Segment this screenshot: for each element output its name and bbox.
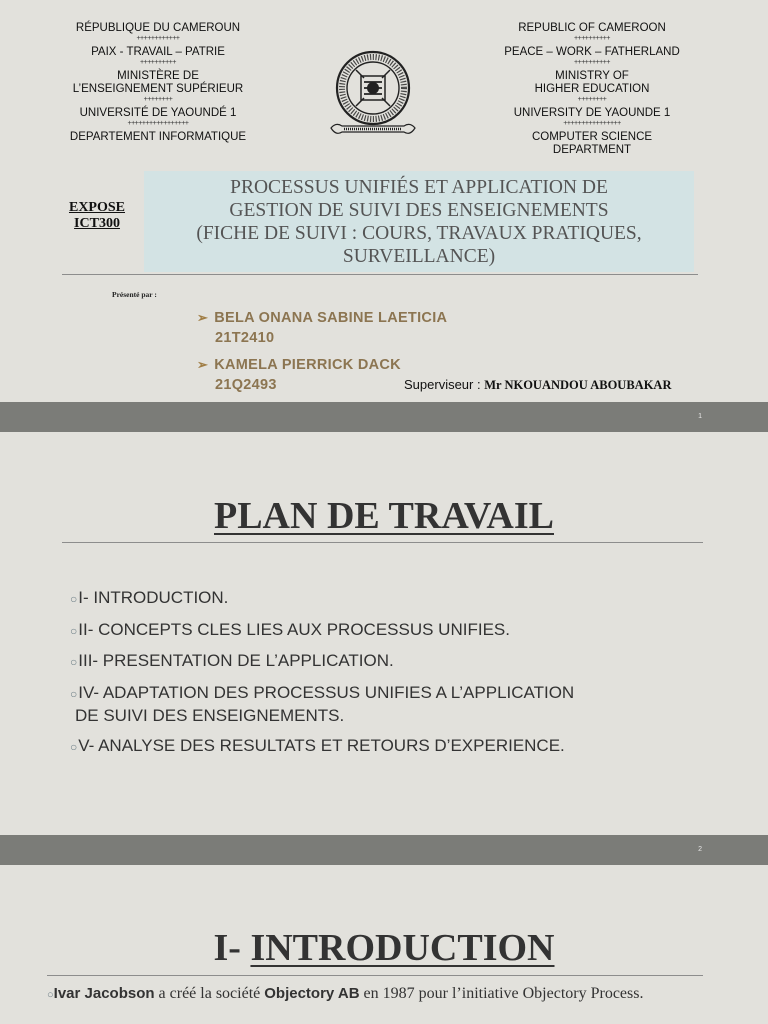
separator: ++++++++++ bbox=[140, 59, 176, 66]
title-line1: PROCESSUS UNIFIÉS ET APPLICATION DE bbox=[230, 177, 608, 198]
company-name: Objectory AB bbox=[264, 985, 360, 1002]
title-line2: GESTION DE SUIVI DES ENSEIGNEMENTS bbox=[229, 200, 609, 221]
motto-fr: PAIX - TRAVAIL – PATRIE bbox=[91, 46, 225, 58]
plan-slide bbox=[0, 432, 768, 835]
presentation-title bbox=[144, 176, 694, 268]
expose-line1: EXPOSE bbox=[68, 200, 125, 215]
separator: +++++++++++++++++ bbox=[127, 120, 189, 127]
item-text: IV- ADAPTATION DES PROCESSUS UNIFIES A L’APPLICATION bbox=[78, 683, 575, 702]
slide-separator-bar bbox=[0, 402, 768, 432]
header-left-french bbox=[30, 22, 286, 144]
separator: ++++++++++++ bbox=[136, 35, 180, 42]
country-fr: RÉPUBLIQUE DU CAMEROUN bbox=[75, 22, 241, 34]
circle-bullet-icon: ○ bbox=[70, 687, 78, 701]
supervisor-name: Mr NKOUANDOU ABOUBAKAR bbox=[484, 378, 672, 392]
page-number: 1 bbox=[698, 413, 702, 420]
separator: ++++++++ bbox=[577, 96, 607, 103]
paragraph-text: en 1987 pour l’initiative Objectory Process. bbox=[359, 985, 644, 1002]
circle-bullet-icon: ○ bbox=[70, 592, 78, 606]
title-line3: (FICHE DE SUIVI : COURS, TRAVAUX PRATIQUES, bbox=[196, 223, 642, 244]
department-fr: DEPARTEMENT INFORMATIQUE bbox=[69, 131, 247, 143]
slide-separator-bar bbox=[0, 835, 768, 865]
item-text: II- CONCEPTS CLES LIES AUX PROCESSUS UNIFIES. bbox=[78, 620, 510, 639]
paragraph bbox=[47, 985, 735, 1004]
arrow-bullet-icon: ➢ bbox=[197, 357, 209, 372]
supervisor-label: Superviseur : bbox=[404, 377, 485, 392]
ministry-en-line2: HIGHER EDUCATION bbox=[534, 83, 650, 95]
circle-bullet-icon: ○ bbox=[70, 624, 78, 638]
arrow-bullet-icon: ➢ bbox=[197, 310, 209, 325]
country-en: REPUBLIC OF CAMEROON bbox=[518, 22, 666, 34]
item-text-continued: DE SUIVI DES ENSEIGNEMENTS. bbox=[75, 706, 345, 725]
separator: ++++++++++ bbox=[574, 35, 610, 42]
page-number: 2 bbox=[698, 846, 702, 853]
separator: ++++++++++++++++ bbox=[563, 120, 621, 127]
title-slide bbox=[0, 0, 768, 402]
university-en: UNIVERSITY DE YAOUNDE 1 bbox=[513, 107, 671, 119]
divider bbox=[62, 274, 698, 275]
item-text: III- PRESENTATION DE L’APPLICATION. bbox=[78, 651, 394, 670]
supervisor-line bbox=[404, 377, 671, 393]
ministry-fr-line2: L’ENSEIGNEMENT SUPÉRIEUR bbox=[72, 83, 244, 95]
item-text: I- INTRODUCTION. bbox=[78, 588, 229, 607]
header-right-english bbox=[464, 22, 720, 157]
item-text: V- ANALYSE DES RESULTATS ET RETOURS D’EXPERIENCE. bbox=[78, 736, 565, 755]
author-matricule: 21T2410 bbox=[215, 330, 275, 346]
slide-title: PLAN DE TRAVAIL bbox=[214, 495, 554, 537]
list-item bbox=[70, 587, 720, 610]
university-seal-icon bbox=[328, 44, 418, 146]
ministry-fr-line1: MINISTÈRE DE bbox=[117, 70, 199, 82]
ministry-en-line1: MINISTRY OF bbox=[555, 70, 629, 82]
circle-bullet-icon: ○ bbox=[70, 655, 78, 669]
title-main: INTRODUCTION bbox=[250, 927, 555, 969]
list-item bbox=[70, 682, 720, 726]
title-prefix: I- bbox=[213, 927, 251, 969]
department-en-line1: COMPUTER SCIENCE bbox=[531, 131, 653, 143]
circle-bullet-icon: ○ bbox=[70, 740, 78, 754]
list-item bbox=[70, 735, 720, 758]
separator: ++++++++ bbox=[143, 96, 173, 103]
author-entry bbox=[197, 308, 447, 348]
university-fr: UNIVERSITÉ DE YAOUNDÉ 1 bbox=[79, 107, 237, 119]
department-en-line2: DEPARTMENT bbox=[552, 144, 632, 156]
expose-line2: ICT300 bbox=[74, 216, 120, 231]
list-item bbox=[70, 650, 720, 673]
author-matricule: 21Q2493 bbox=[215, 377, 277, 393]
slide-title bbox=[0, 926, 768, 970]
divider bbox=[47, 975, 703, 976]
expose-label bbox=[62, 200, 132, 232]
paragraph-text: a créé la société bbox=[154, 985, 265, 1002]
separator: ++++++++++ bbox=[574, 59, 610, 66]
title-line4: SURVEILLANCE) bbox=[342, 246, 496, 267]
author-name: BELA ONANA SABINE LAETICIA bbox=[214, 310, 448, 326]
divider bbox=[62, 542, 703, 543]
person-name: Ivar Jacobson bbox=[53, 985, 155, 1002]
list-item bbox=[70, 619, 720, 642]
circle-bullet-icon: ○ bbox=[47, 989, 54, 1001]
introduction-slide bbox=[0, 866, 768, 1024]
author-name: KAMELA PIERRICK DACK bbox=[214, 357, 401, 373]
author-entry bbox=[197, 355, 401, 395]
motto-en: PEACE – WORK – FATHERLAND bbox=[504, 46, 680, 58]
presented-by-label: Présenté par : bbox=[112, 290, 157, 299]
